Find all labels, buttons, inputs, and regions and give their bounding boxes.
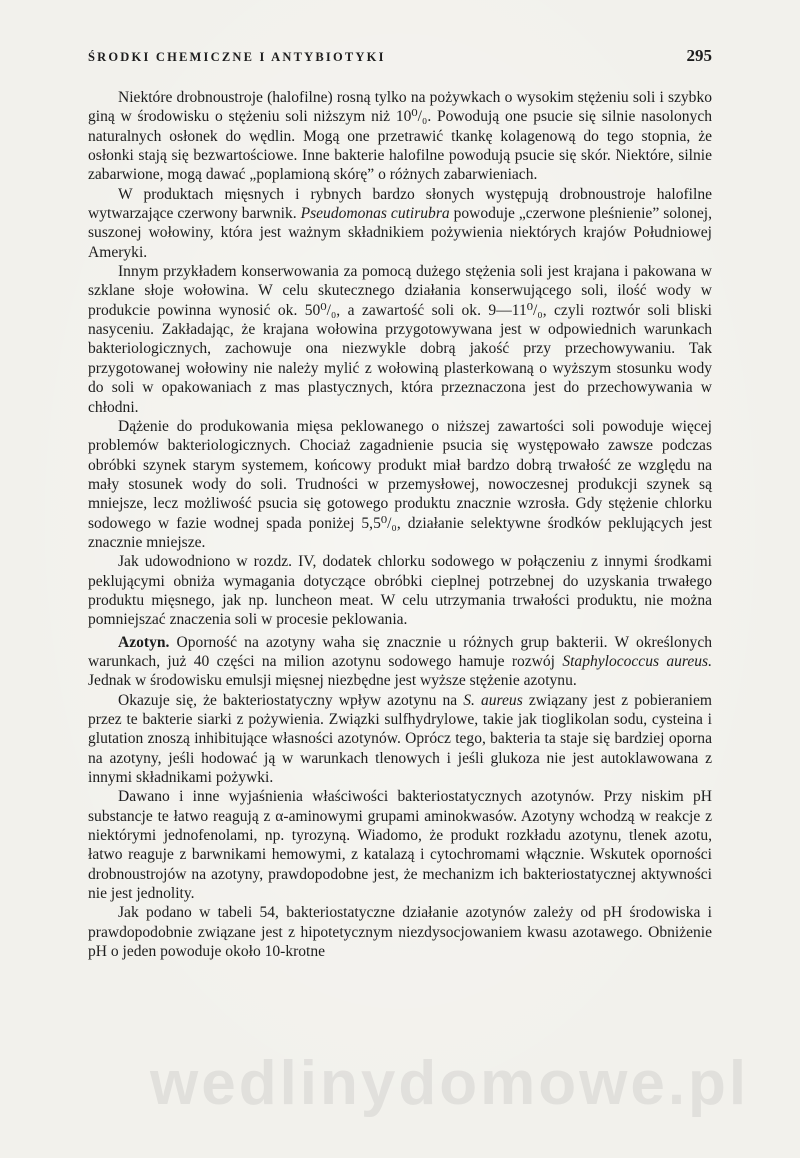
- running-head: ŚRODKI CHEMICZNE I ANTYBIOTYKI: [88, 50, 386, 64]
- body-text: [88, 88, 712, 961]
- paragraph-low-salt: Dążenie do produkowania mięsa peklowanego o niższej zawartości soli powoduje więcej problemów bakteriologicznych. Chociaż zagadnienie psucia się występowało zawsze podczas obróbki szynek starym systemem, końcowy produkt miał bardzo dobrą trwałość ze względu na mały stosunek wody do soli. Trudności w przemysłowej, nowoczesnej produkcji szynek są mniejsze, lecz możliwość psucia się gotowego produktu znacznie wzrosła. Gdy stężenie chlorku sodowego w fazie wodnej spada poniżej 5,5⁰/₀, działanie selektywne środków peklujących jest znacznie mniejsze.: [88, 417, 712, 551]
- section-lead: Azotyn.: [118, 633, 170, 651]
- paragraph-text: Okazuje się, że bakteriostatyczny wpływ azotynu na: [118, 691, 464, 709]
- paragraph-explanations: Dawano i inne wyjaśnienia właściwości bakteriostatycznych azotynów. Przy niskim pH substancje te łatwo reagują z α-aminowymi grupami aminokwasów. Azotyny wchodzą w reakcje z niektórymi jednofenolami, np. tyrozyną. Wiadomo, że produkt rozkładu azotynu, tlenek azotu, łatwo reaguje z barwnikami hemowymi, z katalazą i cytochromami włącznie. Wskutek oporności drobnoustrojów na azotyny, prawdopodobne jest, że mechanizm ich bakteriostatycznej aktywności nie jest jednolity.: [88, 788, 712, 903]
- paragraph-jar-beef: Innym przykładem konserwowania za pomocą dużego stężenia soli jest krajana i pakowana w szklane słoje wołowina. W celu skutecznego działania konserwującego soli, ilość wody w produkcie powinna wynosić ok. 50⁰/₀, a zawartość soli ok. 9—11⁰/₀, czyli roztwór soli bliski nasyceniu. Zakładając, że krajana wołowina przygotowywana jest w odpowiednich warunkach bakteriologicznych, zachowuje ona niezwykle dobrą jakość przy przechowywaniu. Tak przygotowanej wołowiny nie należy mylić z wołowiną plasterkowaną o wyższym stosunku wody do soli w opakowaniach z mas plastycznych, która przeznaczona jest do przechowywania w chłodni.: [88, 263, 712, 416]
- paragraph-halophiles: Niektóre drobnoustroje (halofilne) rosną tylko na pożywkach o wysokim stężeniu soli i szybko giną w środowisku o stężeniu soli niższym niż 10⁰/₀. Powodują one psucie się silnie nasolonych naturalnych osłonek do wędlin. Mogą one przetrawić tkankę kolagenową do tego stopnia, że osłonki stają się bezwartościowe. Inne bakterie halofilne powodują psucie się skór. Niektóre, silnie zabarwione, mogą dawać „poplamioną skórę” o różnych zabarwieniach.: [88, 89, 712, 184]
- page-header: [88, 46, 712, 74]
- species-name: Staphylococcus aureus.: [562, 652, 712, 670]
- species-name: Pseudomonas cutirubra: [300, 205, 450, 223]
- paragraph-text: powoduje „czerwone pleśnienie” solonej, suszonej wołowiny, która jest ważnym składnikiem pożywienia niektórych krajów Południowej Ameryki.: [88, 205, 712, 261]
- species-name: S. aureus: [463, 691, 523, 709]
- paragraph-text: związany jest z pobieraniem przez te bakterie siarki z pożywienia. Związki sulfhydrylowe, takie jak tioglikolan sodu, cysteina i glutation znoszą inhibitujące własności azotynów. Oprócz tego, bakteria ta staje się bardziej oporna na azotyny, jeśli hodować ją w warunkach tlenowych i jeśli glukoza nie jest autoklawowana z innymi składnikami pożywki.: [88, 691, 712, 787]
- watermark-text: wedlinydomowe.pl: [150, 1049, 750, 1118]
- paragraph-text: Jednak w środowisku emulsji mięsnej niezbędne jest wyższe stężenie azotynu.: [88, 672, 577, 690]
- page-number: 295: [686, 46, 712, 65]
- paragraph-text: Oporność na azotyny waha się znacznie u różnych grup bakterii. W określonych warunkach, już 40 części na milion azotynu sodowego hamuje rozwój: [88, 633, 712, 670]
- paragraph-red-pigment: [88, 185, 712, 262]
- paragraph-sulfur-uptake: [88, 691, 712, 788]
- paragraph-nitrite: [88, 633, 712, 691]
- paragraph-text: W produktach mięsnych i rybnych bardzo słonych występują drobnoustroje halofilne wytwarzające czerwony barwnik.: [88, 185, 712, 223]
- paragraph-ph-dependence: Jak podano w tabeli 54, bakteriostatyczne działanie azotynów zależy od pH środowiska i prawdopodobnie związane jest z hipotetycznym niezdysocjowaniem kwasu azotawego. Obniżenie pH o jeden powoduje około 10-krotne: [88, 904, 712, 961]
- paragraph-sodium-chloride: Jak udowodniono w rozdz. IV, dodatek chlorku sodowego w połączeniu z innymi środkami peklującymi obniża wymagania dotyczące obróbki cieplnej potrzebnej do uzyskania trwałego produktu mięsnego, jak np. luncheon meat. W celu utrzymania trwałości produktu, nie można pomniejszać znaczenia soli w procesie peklowania.: [88, 553, 712, 629]
